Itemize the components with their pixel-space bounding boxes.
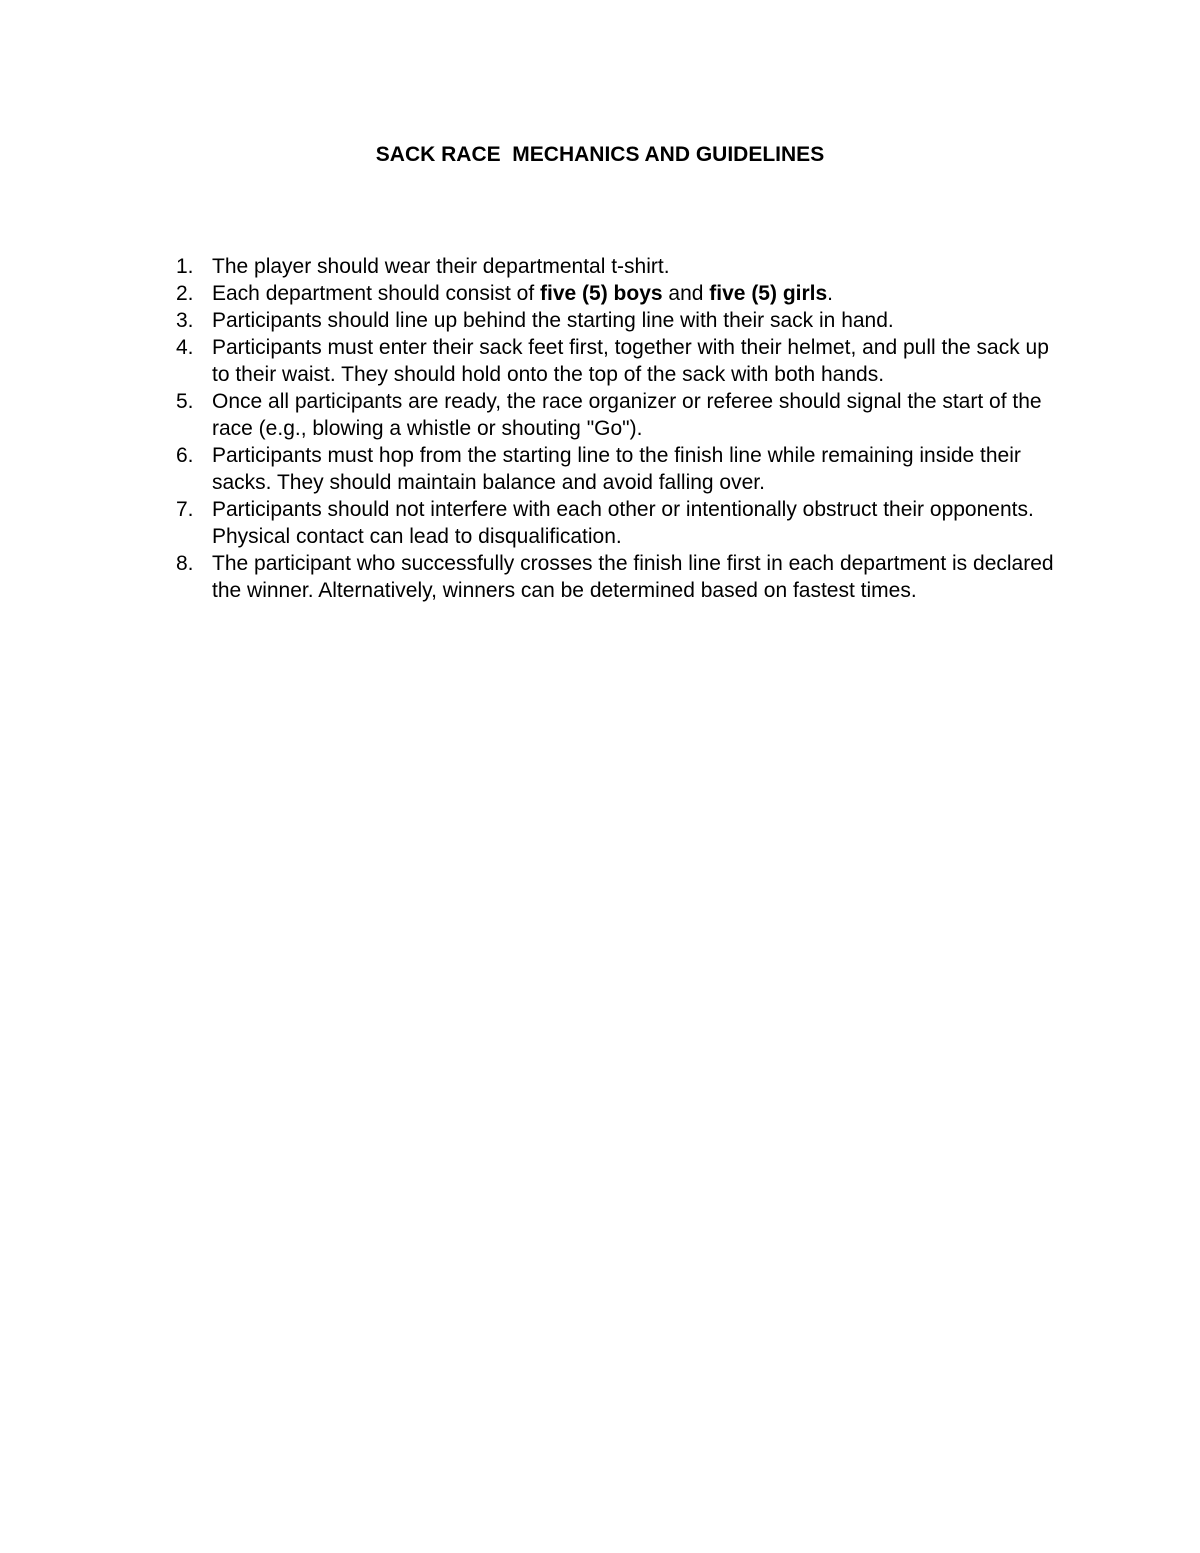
text-segment: Participants must enter their sack feet first, together with their helmet, and pull the sack up to their waist. They should hold onto the top of the sack with both hands. bbox=[212, 336, 1049, 386]
list-item bbox=[172, 442, 1072, 496]
list-item-text bbox=[212, 444, 1021, 494]
list-item bbox=[172, 334, 1072, 388]
list-item-text bbox=[212, 309, 894, 332]
list-item-number: 2. bbox=[176, 282, 194, 305]
list-item-text bbox=[212, 390, 1042, 440]
list-item bbox=[172, 280, 1072, 307]
list-item-text bbox=[212, 282, 833, 305]
text-segment: Participants must hop from the starting line to the finish line while remaining inside their sacks. They should maintain balance and avoid falling over. bbox=[212, 444, 1021, 494]
list-item-number: 4. bbox=[176, 336, 194, 359]
list-item bbox=[172, 550, 1072, 604]
list-item-number: 7. bbox=[176, 498, 194, 521]
text-segment: . bbox=[827, 282, 834, 305]
list-item-text bbox=[212, 498, 1034, 548]
text-segment: The player should wear their departmental t-shirt. bbox=[212, 255, 670, 278]
text-segment: Each department should consist of bbox=[212, 282, 541, 305]
text-segment: and bbox=[662, 282, 710, 305]
list-item bbox=[172, 496, 1072, 550]
text-segment: Once all participants are ready, the race organizer or referee should signal the start of the race (e.g., blowing a whistle or shouting "Go"). bbox=[212, 390, 1042, 440]
list-item-number: 5. bbox=[176, 390, 194, 413]
bold-text-segment: five (5) boys bbox=[540, 282, 663, 305]
list-item-number: 8. bbox=[176, 552, 194, 575]
list-item bbox=[172, 253, 1072, 280]
text-segment: Participants should not interfere with each other or intentionally obstruct their opponents. Physical contact can lead to disqualification. bbox=[212, 498, 1034, 548]
list-item bbox=[172, 307, 1072, 334]
text-segment: Participants should line up behind the starting line with their sack in hand. bbox=[212, 309, 894, 332]
page-title: SACK RACE MECHANICS AND GUIDELINES bbox=[375, 143, 825, 166]
list-item-text bbox=[212, 552, 1054, 602]
list-item-number: 6. bbox=[176, 444, 194, 467]
list-item bbox=[172, 388, 1072, 442]
list-item-text bbox=[212, 255, 670, 278]
bold-text-segment: five (5) girls bbox=[709, 282, 828, 305]
list-item-number: 1. bbox=[176, 255, 194, 278]
text-segment: The participant who successfully crosses the finish line first in each department is declared the winner. Alternatively, winners can be determined based on fastest times. bbox=[212, 552, 1054, 602]
rules-list bbox=[172, 253, 1072, 604]
list-item-number: 3. bbox=[176, 309, 194, 332]
list-item-text bbox=[212, 336, 1049, 386]
